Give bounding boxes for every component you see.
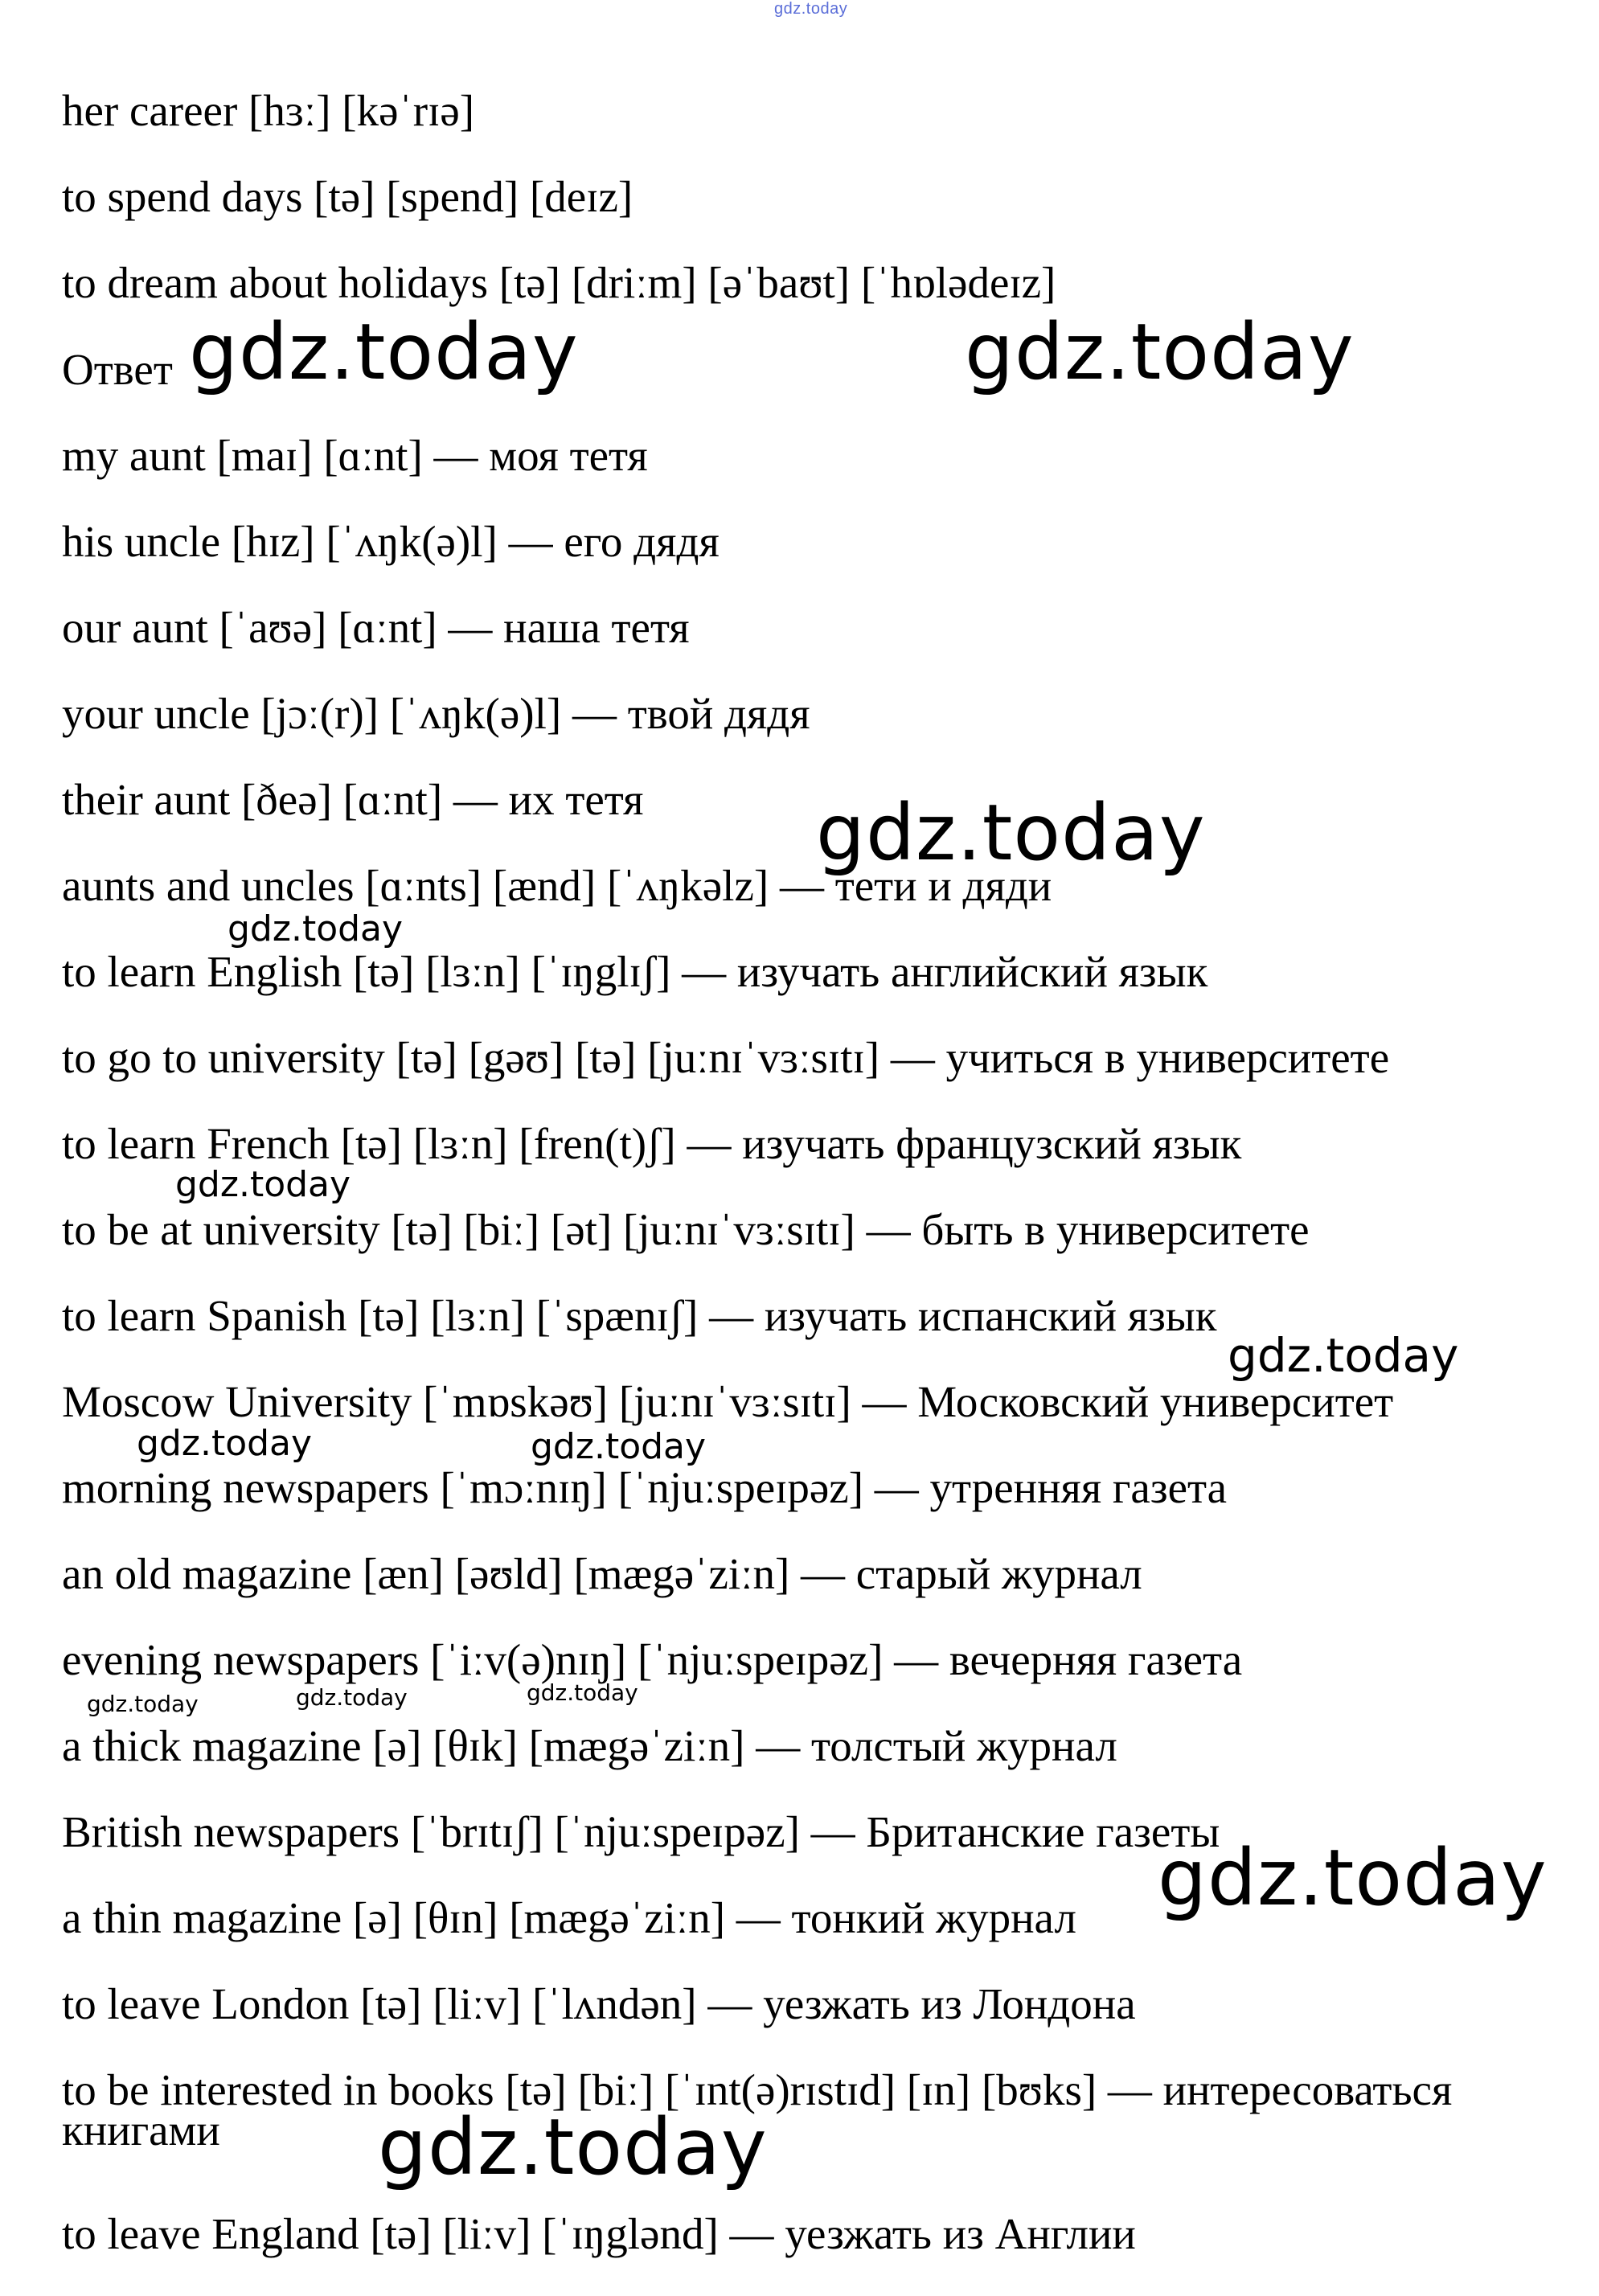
text-line: to be at university [tə] [biː] [ət] [juːnɪˈvɜːsɪtɪ] — быть в университете — [62, 1205, 1310, 1254]
text-line: her career [hɜː] [kəˈrɪə] — [62, 86, 475, 135]
watermark: gdz.today — [1158, 1833, 1548, 1923]
watermark: gdz.today — [965, 307, 1355, 397]
text-line: British newspapers [ˈbrɪtɪʃ] [ˈnjuːspeɪpəz] — Британские газеты — [62, 1807, 1220, 1856]
answer-heading: Ответ — [62, 345, 173, 394]
text-line: a thin magazine [ə] [θɪn] [mægəˈziːn] — тонкий журнал — [62, 1893, 1076, 1942]
watermark: gdz.today — [175, 1164, 351, 1205]
text-line: to spend days [tə] [spend] [deɪz] — [62, 172, 633, 221]
text-line: their aunt [ðeə] [ɑːnt] — их тетя — [62, 775, 644, 824]
text-line: aunts and uncles [ɑːnts] [ænd] [ˈʌŋkəlz] — тети и дяди — [62, 861, 1052, 910]
watermark: gdz.today — [87, 1691, 199, 1717]
watermark: gdz.today — [816, 788, 1206, 878]
watermark: gdz.today — [531, 1426, 707, 1467]
text-line: to leave England [tə] [liːv] [ˈɪŋglənd] — уезжать из Англии — [62, 2209, 1136, 2258]
text-line: a thick magazine [ə] [θɪk] [mægəˈziːn] — толстый журнал — [62, 1721, 1117, 1770]
watermark: gdz.today — [527, 1679, 638, 1706]
text-line: my aunt [maɪ] [ɑːnt] — моя тетя — [62, 431, 648, 480]
watermark: gdz.today — [137, 1423, 313, 1464]
text-line: to leave London [tə] [liːv] [ˈlʌndən] — уезжать из Лондона — [62, 1979, 1136, 2028]
watermark: gdz.today — [228, 908, 404, 949]
text-line: to learn French [tə] [lɜːn] [fren(t)ʃ] — изучать французский язык — [62, 1119, 1242, 1168]
watermark: gdz.today — [1228, 1328, 1459, 1383]
text-line: to learn Spanish [tə] [lɜːn] [ˈspænɪʃ] — изучать испанский язык — [62, 1291, 1217, 1340]
text-line: morning newspapers [ˈmɔːnɪŋ] [ˈnjuːspeɪpəz] — утренняя газета — [62, 1463, 1228, 1512]
text-line: your uncle [jɔː(r)] [ˈʌŋk(ə)l] — твой дядя — [62, 689, 810, 738]
text-line: to go to university [tə] [gəʊ] [tə] [juːnɪˈvɜːsɪtɪ] — учиться в университете — [62, 1033, 1390, 1082]
text-line: to dream about holidays [tə] [driːm] [əˈbaʊt] [ˈhɒlədeɪz] — [62, 258, 1056, 307]
text-line: to be interested in books [tə] [biː] [ˈɪnt(ə)rɪstɪd] [ɪn] [bʊks] — интересоваться книгами — [62, 2065, 1453, 2155]
watermark: gdz.today — [189, 307, 579, 397]
text-line: to learn English [tə] [lɜːn] [ˈɪŋglɪʃ] — изучать английский язык — [62, 947, 1208, 996]
text-line: our aunt [ˈaʊə] [ɑːnt] — наша тетя — [62, 603, 690, 652]
text-line: Moscow University [ˈmɒskəʊ] [juːnɪˈvɜːsɪtɪ] — Московский университет — [62, 1377, 1394, 1426]
watermark: gdz.today — [296, 1684, 408, 1711]
watermark: gdz.today — [378, 2102, 768, 2192]
text-line: evening newspapers [ˈiːv(ə)nɪŋ] [ˈnjuːspeɪpəz] — вечерняя газета — [62, 1635, 1243, 1684]
top-watermark: gdz.today — [774, 0, 848, 18]
text-line: an old magazine [æn] [əʊld] [mægəˈziːn] — старый журнал — [62, 1549, 1142, 1598]
text-line: his uncle [hɪz] [ˈʌŋk(ə)l] — его дядя — [62, 517, 720, 566]
